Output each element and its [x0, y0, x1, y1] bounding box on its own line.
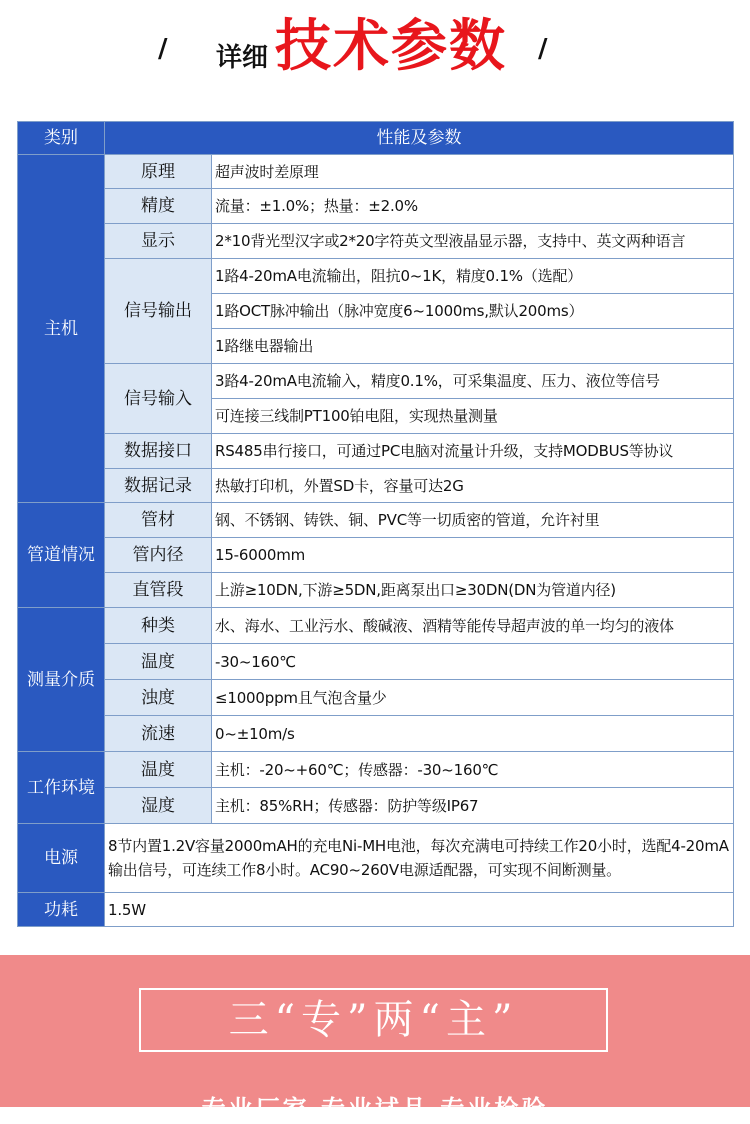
param-env-temp: 温度 [105, 752, 212, 788]
value-display: 2*10背光型汉字或2*20字符英文型液晶显示器，支持中、英文两种语言 [212, 224, 734, 259]
param-accuracy: 精度 [105, 189, 212, 224]
section-heading [0, 0, 750, 100]
header-parameters: 性能及参数 [105, 122, 734, 155]
value-signal-input-2: 可连接三线制PT100铂电阻，实现热量测量 [212, 399, 734, 434]
table-row [18, 893, 734, 927]
value-data-record: 热敏打印机，外置SD卡，容量可达2G [212, 469, 734, 503]
param-straight-pipe: 直管段 [105, 573, 212, 608]
table-row [18, 189, 734, 224]
value-data-interface: RS485串行接口，可通过PC电脑对流量计升级，支持MODBUS等协议 [212, 434, 734, 469]
heading-slash-left: / [158, 34, 168, 64]
value-signal-output-1: 1路4-20mA电流输出，阻抗0~1K，精度0.1%（选配） [212, 259, 734, 294]
table-row [18, 434, 734, 469]
table-row [18, 716, 734, 752]
table-row [18, 538, 734, 573]
table-row [18, 752, 734, 788]
table-header-row [18, 122, 734, 155]
heading-subtitle: 详细 [216, 43, 269, 73]
table-row [18, 644, 734, 680]
value-signal-output-3: 1路继电器输出 [212, 329, 734, 364]
promo-banner [0, 955, 750, 1123]
value-principle: 超声波时差原理 [212, 155, 734, 189]
table-row [18, 608, 734, 644]
heading-slash-right: / [538, 34, 548, 64]
value-medium-velocity: 0~±10m/s [212, 716, 734, 752]
category-medium: 测量介质 [18, 608, 105, 752]
value-pipe-diameter: 15-6000mm [212, 538, 734, 573]
param-data-interface: 数据接口 [105, 434, 212, 469]
value-medium-kind: 水、海水、工业污水、酸碱液、酒精等能传导超声波的单一均匀的液体 [212, 608, 734, 644]
spec-table [17, 121, 734, 927]
banner-frame [139, 988, 608, 1052]
category-power: 电源 [18, 824, 105, 893]
value-power: 8节内置1.2V容量2000mAH的充电Ni-MH电池，每次充满电可持续工作20小时，选配4-20mA输出信号，可连续工作8小时。AC90~260V电源适配器，可实现不间断测量。 [105, 824, 734, 893]
header-category: 类别 [18, 122, 105, 155]
table-row [18, 788, 734, 824]
table-row [18, 155, 734, 189]
category-pipe: 管道情况 [18, 503, 105, 608]
value-signal-output-2: 1路OCT脉冲输出（脉冲宽度6~1000ms,默认200ms） [212, 294, 734, 329]
param-medium-kind: 种类 [105, 608, 212, 644]
param-data-record: 数据记录 [105, 469, 212, 503]
value-accuracy: 流量：±1.0%；热量：±2.0% [212, 189, 734, 224]
banner-subtitle: 专业厂家 专业试品 专业检验 [201, 1095, 549, 1123]
value-signal-input-1: 3路4-20mA电流输入，精度0.1%，可采集温度、压力、液位等信号 [212, 364, 734, 399]
value-env-humidity: 主机：85%RH；传感器：防护等级IP67 [212, 788, 734, 824]
param-pipe-diameter: 管内径 [105, 538, 212, 573]
value-straight-pipe: 上游≥10DN,下游≥5DN,距离泵出口≥30DN(DN为管道内径) [212, 573, 734, 608]
category-main: 主机 [18, 155, 105, 503]
param-signal-output: 信号输出 [105, 259, 212, 364]
value-consumption: 1.5W [105, 893, 734, 927]
category-consumption: 功耗 [18, 893, 105, 927]
value-env-temp: 主机：-20~+60℃；传感器：-30~160℃ [212, 752, 734, 788]
table-row [18, 224, 734, 259]
table-row [18, 364, 734, 399]
value-medium-temp: -30~160℃ [212, 644, 734, 680]
value-pipe-material: 钢、不锈钢、铸铁、铜、PVC等一切质密的管道，允许衬里 [212, 503, 734, 538]
table-row [18, 503, 734, 538]
table-row [18, 824, 734, 893]
table-row [18, 259, 734, 294]
table-row [18, 469, 734, 503]
param-medium-turbidity: 浊度 [105, 680, 212, 716]
param-medium-velocity: 流速 [105, 716, 212, 752]
param-medium-temp: 温度 [105, 644, 212, 680]
category-environment: 工作环境 [18, 752, 105, 824]
table-row [18, 680, 734, 716]
param-env-humidity: 湿度 [105, 788, 212, 824]
param-principle: 原理 [105, 155, 212, 189]
banner-title: 三“专”两“主” [228, 997, 519, 1043]
table-row [18, 573, 734, 608]
value-medium-turbidity: ≤1000ppm且气泡含量少 [212, 680, 734, 716]
param-signal-input: 信号输入 [105, 364, 212, 434]
heading-title: 技术参数 [275, 13, 507, 79]
param-display: 显示 [105, 224, 212, 259]
param-pipe-material: 管材 [105, 503, 212, 538]
